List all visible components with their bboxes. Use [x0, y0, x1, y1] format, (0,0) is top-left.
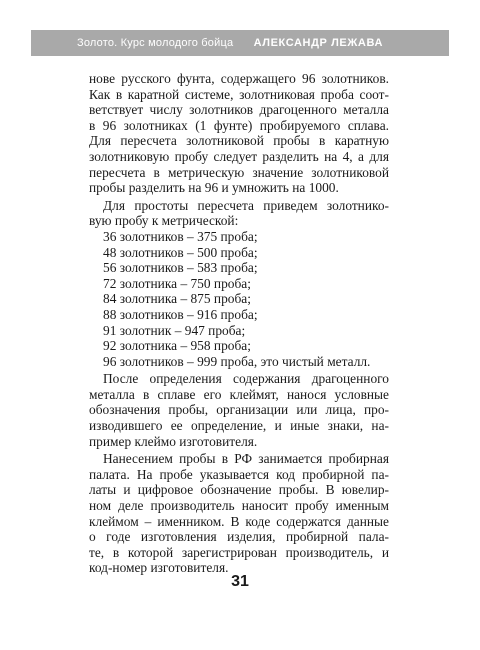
text-line: Нанесением пробы в РФ занимается пробирная [103, 451, 389, 467]
text-line: латы и цифровое обозначение пробы. В ювелир- [89, 482, 389, 498]
text-line: Для простоты пересчета приведем золотнико- [103, 197, 389, 213]
text-line: нове русского фунта, содержащего 96 золотников. [89, 71, 389, 86]
text-line: Как в каратной системе, золотниковая проба соот- [89, 86, 389, 102]
text-line: 91 золотник – 947 проба; [103, 322, 246, 338]
text-line: 72 золотника – 750 проба; [103, 275, 251, 291]
text-line: пробы разделить на 96 и умножить на 1000. [89, 180, 339, 196]
text-line: 96 золотников – 999 проба, это чистый металл. [103, 353, 371, 369]
text-line: пересчета в метрическую значение золотниковой [89, 164, 389, 180]
text-line: золотниковую пробу следует разделить на 4, а для [89, 148, 389, 164]
text-line: изводившего ее определение, и иные знаки, на- [89, 418, 389, 434]
body-text [89, 71, 389, 576]
text-line: клеймом – именником. В коде содержатся данные [89, 513, 389, 529]
text-line: код-номер изготовителя. [89, 560, 229, 576]
text-line: те, в которой зарегистрирован производитель, и [89, 544, 389, 560]
text-line: ном деле производитель наносит пробу именным [89, 498, 389, 514]
header-author: АЛЕКСАНДР ЛЕЖАВА [253, 37, 383, 49]
text-line: 88 золотников – 916 проба; [103, 306, 258, 322]
text-line: ветствует числу золотников драгоценного металла [89, 102, 389, 118]
text-line: о годе изготовления изделия, пробирной пала- [89, 529, 389, 545]
text-line: 84 золотника – 875 проба; [103, 291, 251, 307]
text-line: пример клеймо изготовителя. [89, 433, 258, 449]
page-number: 31 [231, 573, 249, 590]
text-line: вую пробу к метрической: [89, 213, 239, 229]
text-line: металла в сплаве его клеймят, нанося условные [89, 386, 389, 402]
header-book-title: Золото. Курс молодого бойца [77, 37, 234, 49]
text-line: 36 золотников – 375 проба; [103, 228, 258, 244]
text-line: 56 золотников – 583 проба; [103, 260, 258, 276]
text-line: 92 золотника – 958 проба; [103, 338, 251, 354]
text-line: Для пересчета золотниковой пробы в каратную [89, 133, 389, 149]
text-line: обозначения пробы, организации или лица, про- [89, 402, 389, 418]
running-header [31, 30, 449, 56]
text-line: палата. На пробе указывается код пробирной па- [89, 466, 389, 482]
text-line: в 96 золотниках (1 фунте) пробируемого сплава. [89, 117, 389, 133]
text-line: После определения содержания драгоценного [103, 371, 389, 387]
text-line: 48 золотников – 500 проба; [103, 244, 258, 260]
